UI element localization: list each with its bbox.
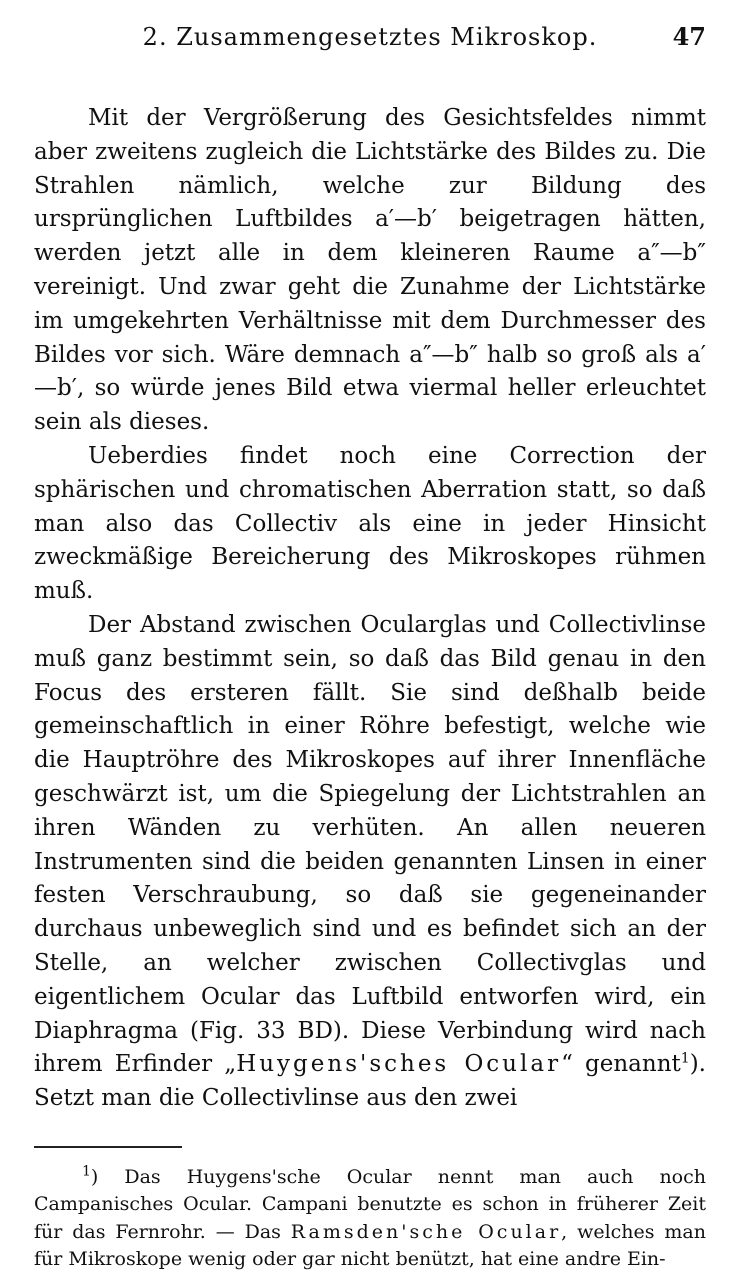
paragraph-1: Mit der Vergrößerung des Gesichtsfeldes nimmt aber zweitens zugleich die Lichtstärke des Bildes zu. Die Strahlen nämlich, welche zur Bildung des ursprünglichen Luftbildes a′—b′ beigetragen hätten, werden jetzt alle in dem kleineren Raume a″—b″ vereinigt. Und zwar geht die Zunahme der Lichtstärke im umgekehrten Verhältnisse mit dem Durchmesser des Bildes vor sich. Wäre demnach a″—b″ halb so groß als a′—b′, so würde jenes Bild etwa viermal heller erleuchtet sein als dieses. [34, 105, 706, 436]
ocular-name-spaced: Huygens'sches Ocular [236, 1051, 562, 1078]
footnotes [34, 1164, 706, 1274]
body-text [34, 102, 706, 1116]
running-head [34, 22, 706, 62]
paragraph-2: Ueberdies findet noch eine Correction der sphärischen und chromatischen Aberration statt, so daß man also das Collectiv als eine in jeder Hinsicht zweckmäßige Bereicherung des Mikroskopes rühmen muß. [34, 442, 706, 605]
paragraph-3-text: Der Abstand zwischen Ocularglas und Collectivlinse muß ganz bestimmt sein, so daß das Bild genau in den Focus des ersteren fällt. Sie sind deßhalb beide gemeinschaftlich in einer Röhre befestigt, welche wie die Hauptröhre des Mikroskopes auf ihrer Innenfläche geschwärzt ist, um die Spiegelung der Lichtstrahlen an ihren Wänden zu verhüten. An allen neueren Instrumenten sind die beiden genannten Linsen in einer festen Verschraubung, so daß sie gegeneinander durchaus unbeweglich sind und es befindet sich an der Stelle, an welcher zwischen Collectivglas und eigentlichem Ocular das Luftbild entworfen wird, ein Diaphragma (Fig. 33 BD). Diese Verbindung wird nach ihrem Erfinder „ [34, 611, 706, 1078]
footnote-ocular-name-spaced: Ramsden'sche Ocular [290, 1220, 562, 1243]
closing-quote: “ [561, 1051, 573, 1078]
footnote-text-part-1: ) Das Huygens'sche Ocular nennt man auch noch Campanisches Ocular. Campani benutzte es schon in früherer Zeit für das Fernrohr. — Das [34, 1165, 706, 1243]
footnote-1 [34, 1164, 706, 1274]
page-number: 47 [672, 22, 706, 51]
paragraph-3 [34, 609, 706, 1116]
paragraph-3-after-quote: genannt [572, 1051, 681, 1078]
paragraph-3-tail: ). Setzt man die Collectivlinse aus den zwei [34, 1051, 706, 1112]
footnote-divider [34, 1146, 182, 1148]
footnote-mark: 1 [82, 1163, 91, 1180]
footnote-text-part-2: , welches man für Mikroskope wenig oder gar nicht benützt, hat eine andre Ein- [34, 1220, 706, 1271]
running-title: 2. Zusammengesetztes Mikroskop. [142, 23, 598, 51]
footnote-reference[interactable]: 1 [680, 1050, 690, 1067]
